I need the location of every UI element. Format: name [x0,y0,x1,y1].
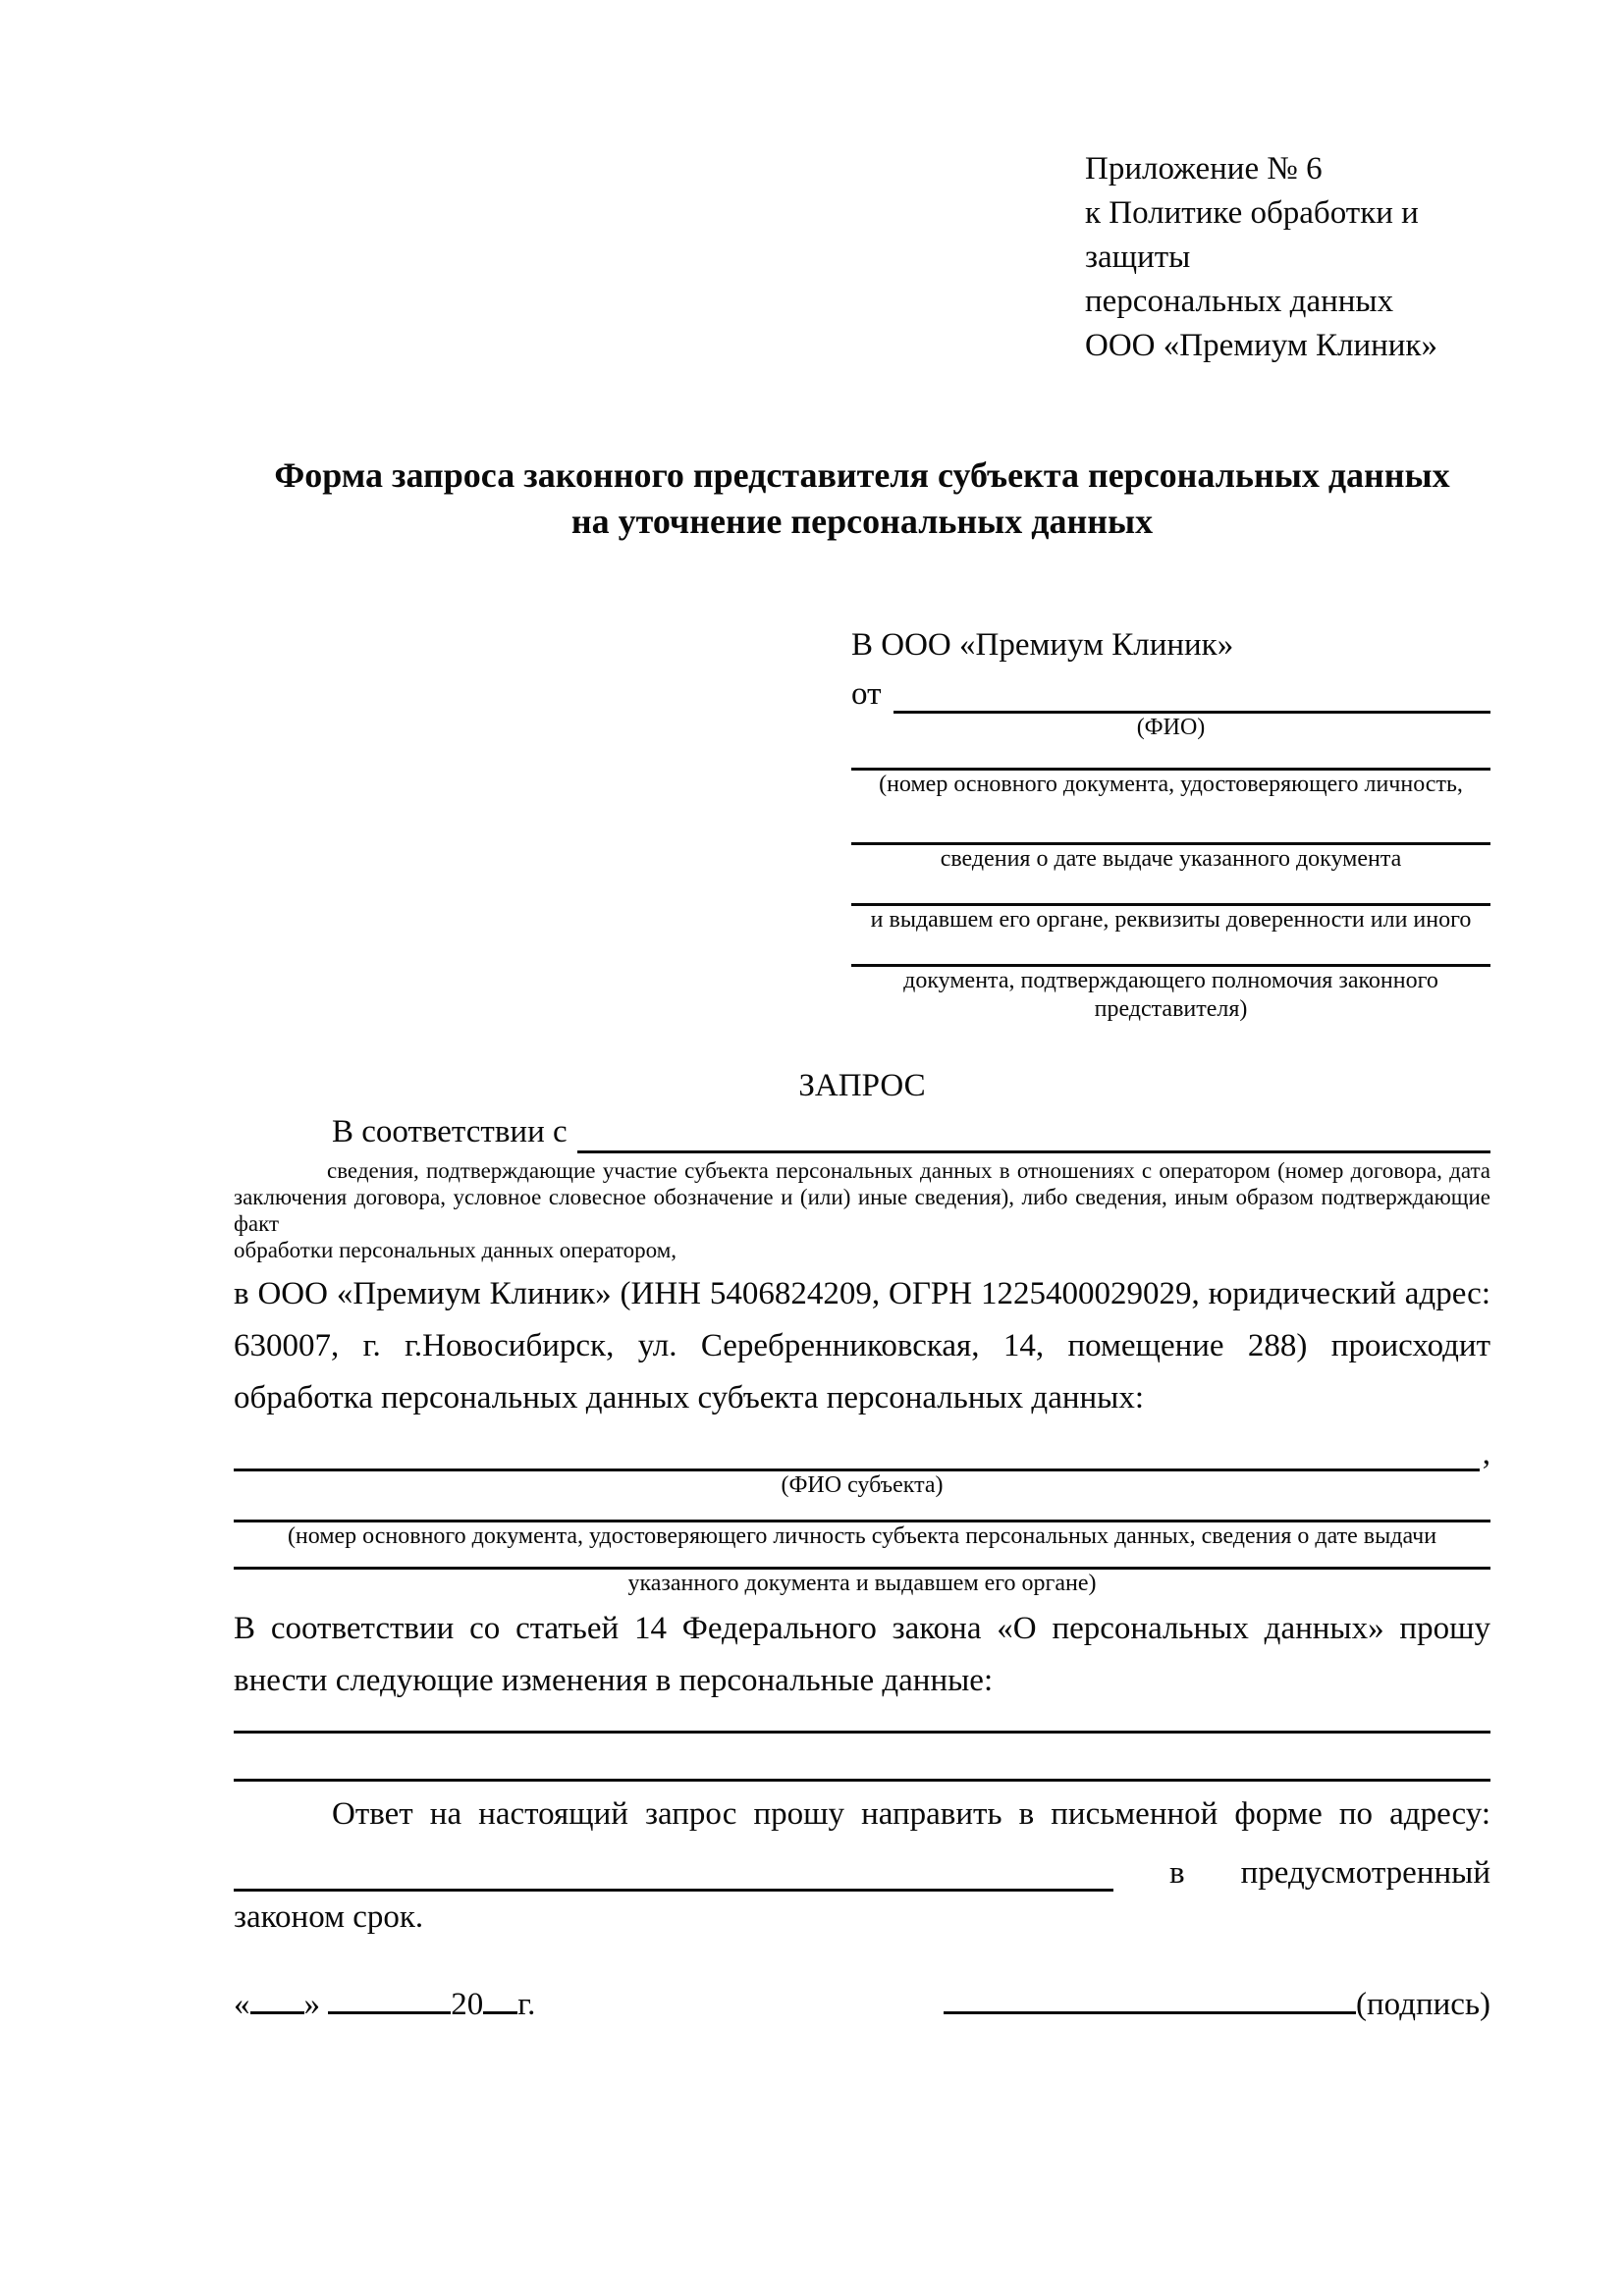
address-blank[interactable] [234,1881,1113,1892]
subject-fio-row [234,1432,1490,1471]
date-day-blank[interactable] [250,1986,304,2014]
form-title [234,453,1490,545]
representative-doc-row-2 [851,842,1490,874]
appendix-line-1: Приложение № 6 [1085,151,1323,187]
answer-line-3: законом срок. [234,1899,424,1935]
operator-paragraph-line-1: в ООО «Премиум Клиник» (ИНН 5406824209, ОГРН 1225400029029, юридический адрес: [234,1276,1490,1311]
basis-caption-line-3: обработки персональных данных оператором, [234,1238,677,1262]
from-row [851,672,1490,714]
addressee-organization: В ООО «Премиум Клиник» [851,627,1234,663]
basis-caption [234,1157,1490,1263]
operator-paragraph-line-3: обработка персональных данных субъекта персональных данных: [234,1380,1144,1415]
date-field [234,1984,535,2025]
appendix-line-2: к Политике обработки и защиты [1085,195,1419,275]
addressee-block [851,625,1490,1024]
operator-paragraph-line-2: 630007, г. г.Новосибирск, ул. Серебренниковская, 14, помещение 288) происходит [234,1328,1490,1363]
form-title-line-1: Форма запроса законного представителя субъекта персональных данных [274,455,1450,495]
subject-fio-caption: (ФИО субъекта) [781,1472,944,1498]
representative-doc-caption-4: документа, подтверждающего полномочия законного представителя) [903,968,1438,1022]
answer-line-1: Ответ на настоящий запрос прошу направить в письменной форме по адресу: [332,1796,1490,1832]
changes-blank-1[interactable] [234,1731,1490,1734]
changes-blank-2[interactable] [234,1779,1490,1782]
signature-blank[interactable] [944,1986,1356,2014]
form-title-line-2: на уточнение персональных данных [570,502,1154,541]
representative-fio-blank[interactable] [893,703,1491,714]
request-heading: ЗАПРОС [798,1068,926,1103]
subject-doc-row-1 [234,1520,1490,1551]
law-paragraph [234,1603,1490,1707]
year-suffix: г. [517,1987,536,2022]
representative-fio-caption: (ФИО) [1136,715,1206,740]
footer-row [234,1984,1490,2025]
basis-caption-line-2: заключения договора, условное словесное обозначение и (или) иные сведения), либо сведения, иным образом подтверждающие факт [234,1185,1490,1236]
representative-doc-row-1 [851,768,1490,799]
basis-blank[interactable] [577,1143,1490,1153]
law-paragraph-line-2: внести следующие изменения в персональные данные: [234,1663,994,1698]
signature-caption: (подпись) [1356,1987,1490,2022]
signature-field [944,1984,1490,2025]
appendix-line-4: ООО «Премиум Клиник» [1085,328,1437,363]
answer-word-1: в [1169,1855,1185,1891]
from-label: от [851,676,882,712]
representative-doc-caption-1: (номер основного документа, удостоверяющего личность, [879,772,1463,797]
appendix-line-3: персональных данных [1085,284,1394,319]
operator-paragraph [234,1268,1490,1424]
representative-doc-row-4 [851,964,1490,1024]
law-paragraph-line-1: В соответствии со статьей 14 Федерального закона «О персональных данных» прошу [234,1611,1490,1646]
basis-row [234,1110,1490,1153]
representative-doc-caption-2: сведения о дате выдаче указанного документа [940,846,1402,872]
representative-doc-caption-3: и выдавшем его органе, реквизиты доверенности или иного [870,907,1472,933]
basis-caption-line-1: сведения, подтверждающие участие субъекта персональных данных в отношениях с оператором (номер договора, дата [327,1158,1490,1183]
date-year-blank[interactable] [483,1986,517,2014]
answer-address-row [234,1848,1490,1892]
answer-word-2: предусмотренный [1240,1855,1490,1891]
answer-paragraph [234,1789,1490,1943]
subject-doc-caption-2: указанного документа и выдавшем его органе) [627,1571,1097,1596]
date-quote-close: » [303,1987,320,2022]
representative-doc-row-3 [851,903,1490,934]
year-prefix: 20 [451,1987,484,2022]
basis-label: В соответствии с [332,1114,568,1149]
date-quote-open: « [234,1987,250,2022]
subject-doc-row-2 [234,1567,1490,1598]
trailing-comma: , [1482,1436,1490,1471]
date-month-blank[interactable] [328,1986,451,2014]
subject-fio-blank[interactable] [234,1461,1480,1471]
appendix-block [1085,147,1490,368]
subject-doc-caption-1: (номер основного документа, удостоверяющего личность субъекта персональных данных, сведения о дате выдачи [287,1523,1437,1549]
